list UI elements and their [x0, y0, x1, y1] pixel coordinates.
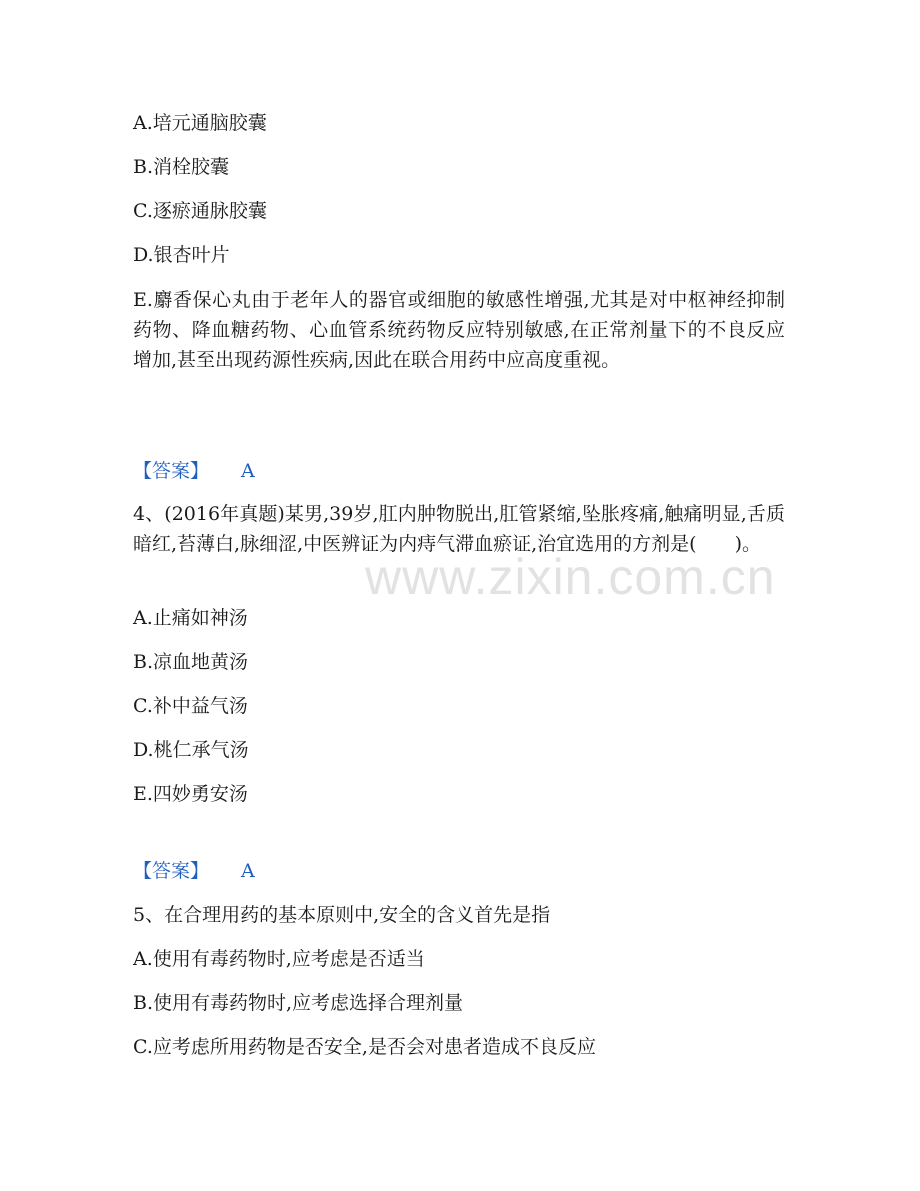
answer-label: 【答案】	[133, 460, 210, 482]
q5-question: 5、在合理用药的基本原则中,安全的含义首先是指	[133, 904, 551, 926]
q3-option-b: B.消栓胶囊	[133, 156, 230, 178]
q3-option-e: E.麝香保心丸由于老年人的器官或细胞的敏感性增强,尤其是对中枢神经抑制药物、降血糖药物、心血管系统药物反应特别敏感,在正常剂量下的不良反应增加,甚至出现药源性疾病,因此在联合用药中应高度重视。	[133, 289, 785, 371]
q4-option-b: B.凉血地黄汤	[133, 651, 249, 673]
q4-option-a: A.止痛如神汤	[133, 607, 248, 629]
q5-option-b: B.使用有毒药物时,应考虑选择合理剂量	[133, 992, 464, 1014]
q4-question: 4、(2016年真题)某男,39岁,肛内肿物脱出,肛管紧缩,坠胀疼痛,触痛明显,舌质暗红,苔薄白,脉细涩,中医辨证为内痔气滞血瘀证,治宜选用的方剂是( )。	[133, 503, 785, 555]
q3-option-c: C.逐瘀通脉胶囊	[133, 200, 267, 222]
answer-label: 【答案】	[133, 860, 210, 882]
q5-option-c: C.应考虑所用药物是否安全,是否会对患者造成不良反应	[133, 1036, 596, 1058]
q3-option-a: A.培元通脑胶囊	[133, 112, 267, 134]
answer-value: A	[241, 460, 255, 482]
watermark: www.zixin.com.cn	[365, 549, 776, 605]
q4-option-c: C.补中益气汤	[133, 695, 248, 717]
q3-option-d: D.银杏叶片	[133, 244, 230, 266]
answer-value: A	[241, 860, 255, 882]
q4-option-d: D.桃仁承气汤	[133, 739, 249, 761]
q5-option-a: A.使用有毒药物时,应考虑是否适当	[133, 948, 425, 970]
q4-option-e: E.四妙勇安汤	[133, 783, 248, 805]
q4-answer	[133, 859, 255, 883]
q3-answer	[133, 459, 255, 483]
